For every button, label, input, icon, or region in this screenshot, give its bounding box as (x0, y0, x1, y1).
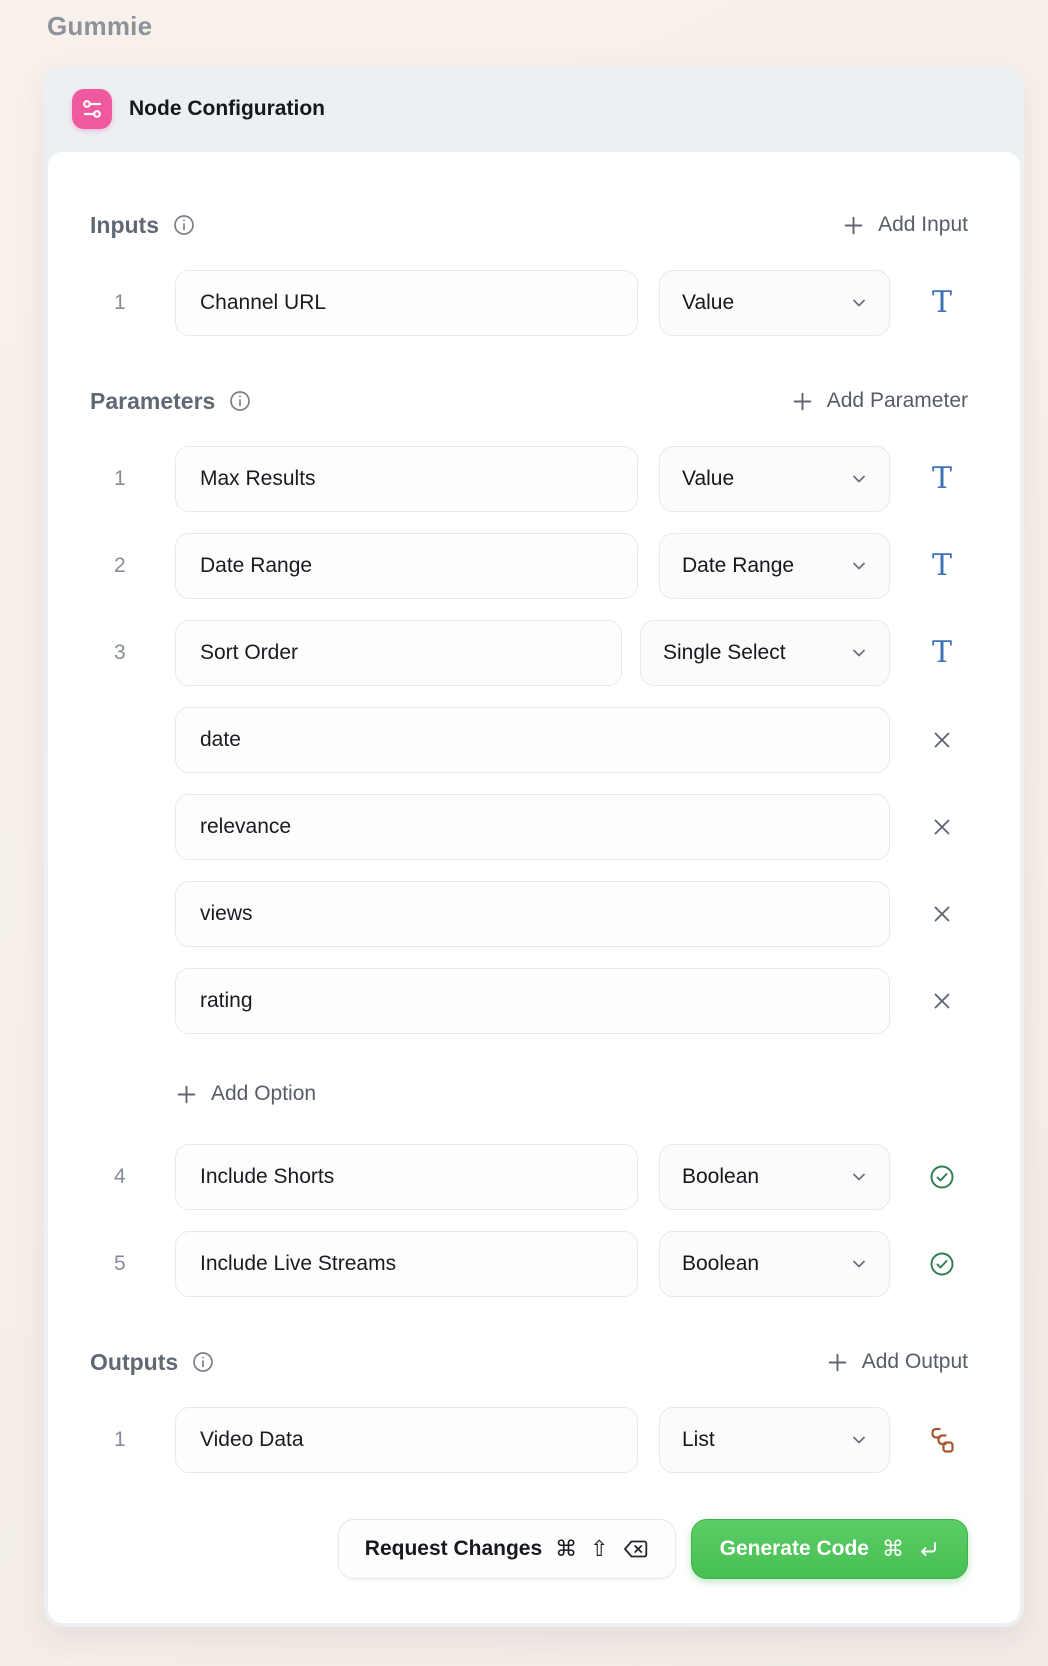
backspace-icon (622, 1537, 649, 1561)
row-number: 1 (114, 467, 126, 490)
command-key-glyph: ⌘ (882, 1536, 904, 1562)
parameter-type-select[interactable]: Single Select (640, 620, 890, 686)
node-configuration-panel (44, 66, 1024, 1627)
input-name-field[interactable] (175, 270, 638, 336)
remove-option-button[interactable] (929, 901, 955, 927)
parameter-row-2 (90, 533, 968, 599)
text-type-icon: T (931, 285, 952, 320)
panel-header (44, 66, 1024, 152)
parameter-name-field[interactable] (175, 446, 638, 512)
panel-title: Node Configuration (129, 97, 325, 120)
add-output-label: Add Output (861, 1350, 968, 1373)
parameter-name-field[interactable] (175, 1144, 638, 1210)
parameter-row-5 (90, 1231, 968, 1297)
plus-icon (175, 1083, 198, 1106)
remove-option-button[interactable] (929, 727, 955, 753)
return-key-icon (917, 1538, 939, 1560)
close-icon (929, 727, 955, 753)
inputs-section-header (90, 210, 968, 240)
generate-code-label: Generate Code (719, 1537, 869, 1560)
parameter-row-4 (90, 1144, 968, 1210)
row-number: 5 (114, 1252, 126, 1275)
row-number: 3 (114, 641, 126, 664)
option-value-field[interactable] (175, 881, 890, 947)
check-circle-icon (928, 1163, 956, 1191)
plus-icon (791, 390, 814, 413)
parameters-section-title: Parameters (90, 387, 216, 414)
plus-icon (842, 214, 865, 237)
chevron-down-icon (849, 1167, 869, 1187)
info-icon[interactable] (172, 213, 196, 237)
output-type-select[interactable]: List (659, 1407, 890, 1473)
list-type-icon (929, 1426, 956, 1455)
output-name-field[interactable] (175, 1407, 638, 1473)
check-circle-icon (928, 1250, 956, 1278)
outputs-section-header (90, 1347, 968, 1377)
row-number: 1 (114, 291, 126, 314)
remove-option-button[interactable] (929, 988, 955, 1014)
parameter-row-1 (90, 446, 968, 512)
shift-key-glyph: ⇧ (590, 1536, 609, 1562)
parameter-name-field[interactable] (175, 620, 622, 686)
chevron-down-icon (849, 643, 869, 663)
parameter-type-select[interactable]: Boolean (659, 1231, 890, 1297)
text-type-icon: T (931, 461, 952, 496)
add-parameter-button[interactable] (791, 389, 968, 413)
sliders-icon (72, 89, 112, 129)
add-option-button[interactable] (175, 1082, 316, 1106)
select-option-row (90, 968, 968, 1034)
add-output-button[interactable] (826, 1350, 968, 1374)
footer-actions (90, 1519, 968, 1579)
option-value-field[interactable] (175, 707, 890, 773)
parameter-name-field[interactable] (175, 533, 638, 599)
parameters-section-header (90, 386, 968, 416)
parameter-type-select[interactable]: Boolean (659, 1144, 890, 1210)
row-number: 4 (114, 1165, 126, 1188)
select-option-row (90, 794, 968, 860)
plus-icon (826, 1351, 849, 1374)
close-icon (929, 988, 955, 1014)
add-option-label: Add Option (211, 1082, 317, 1105)
inputs-section-title: Inputs (90, 211, 159, 238)
add-parameter-label: Add Parameter (826, 389, 968, 412)
request-changes-label: Request Changes (364, 1537, 543, 1560)
chevron-down-icon (849, 469, 869, 489)
input-type-select[interactable]: Value (659, 270, 890, 336)
chevron-down-icon (849, 556, 869, 576)
close-icon (929, 814, 955, 840)
add-input-label: Add Input (878, 213, 968, 236)
configuration-form (48, 152, 1020, 1623)
parameter-row-3 (90, 620, 968, 686)
command-key-glyph: ⌘ (555, 1536, 578, 1562)
output-row-1 (90, 1407, 968, 1473)
input-row-1 (90, 270, 968, 336)
option-value-field[interactable] (175, 968, 890, 1034)
generate-code-button[interactable] (691, 1519, 968, 1579)
text-type-icon: T (931, 548, 952, 583)
page-title: Gummie (47, 11, 153, 41)
info-icon[interactable] (191, 1350, 215, 1374)
request-changes-button[interactable] (338, 1519, 676, 1579)
info-icon[interactable] (228, 389, 252, 413)
remove-option-button[interactable] (929, 814, 955, 840)
select-option-row (90, 881, 968, 947)
parameter-type-select[interactable]: Date Range (659, 533, 890, 599)
option-value-field[interactable] (175, 794, 890, 860)
text-type-icon: T (931, 635, 952, 670)
add-input-button[interactable] (842, 213, 968, 237)
outputs-section-title: Outputs (90, 1348, 179, 1375)
parameter-name-field[interactable] (175, 1231, 638, 1297)
chevron-down-icon (849, 293, 869, 313)
select-option-row (90, 707, 968, 773)
chevron-down-icon (849, 1254, 869, 1274)
close-icon (929, 901, 955, 927)
chevron-down-icon (849, 1430, 869, 1450)
parameter-type-select[interactable]: Value (659, 446, 890, 512)
row-number: 2 (114, 554, 126, 577)
row-number: 1 (114, 1428, 126, 1451)
